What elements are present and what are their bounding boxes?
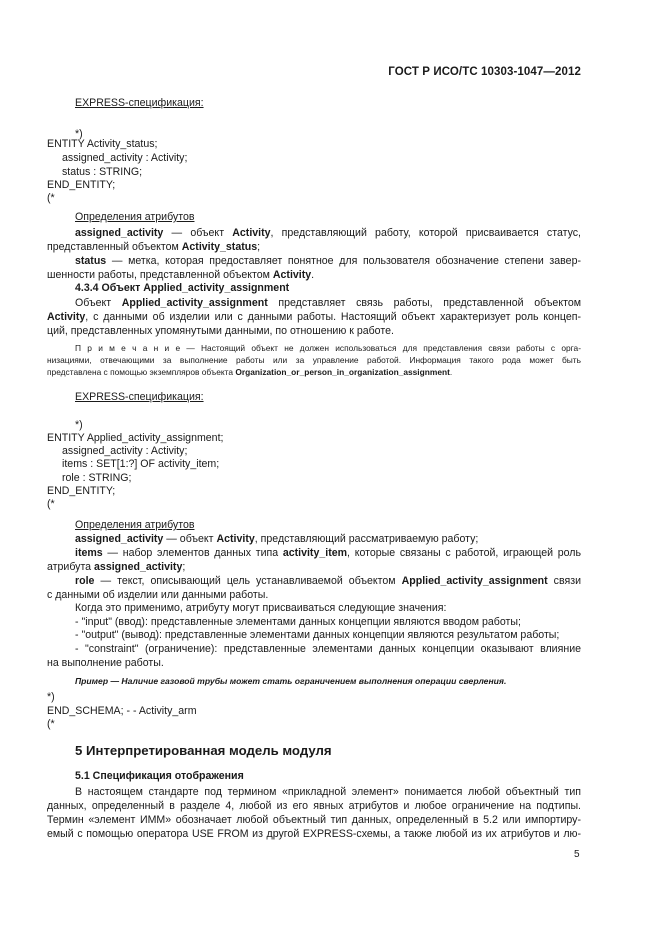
code-line: status : STRING; [62, 166, 143, 178]
express-spec-label: EXPRESS-спецификация: [75, 97, 204, 109]
section-4-3-4-p3: ций, представленных упомянутыми данными, по отношению к работе. [47, 325, 394, 337]
code-line: ENTITY Applied_activity_assignment; [47, 432, 224, 444]
section-4-3-4-p2: Activity, с данными об изделии или с данными работы. Настоящий объект характеризует роль концеп- [47, 311, 581, 323]
attr-def-assigned-activity: assigned_activity — объект Activity, представляющий работу, которой присваивается статус, [75, 227, 581, 239]
example-text: Пример — Наличие газовой трубы может стать ограничением выполнения операции сверления. [75, 676, 507, 686]
code-line: *) [75, 419, 83, 431]
code-line: *) [47, 691, 55, 703]
code-line: END_SCHEMA; - - Activity_arm [47, 705, 197, 717]
attr-def-status-cont: шенности работы, представленной объектом Activity. [47, 269, 315, 281]
code-line: items : SET[1:?] OF activity_item; [62, 458, 220, 470]
attr-def-items-cont: атрибута assigned_activity; [47, 561, 186, 573]
document-header-code: ГОСТ Р ИСО/ТС 10303-1047—2012 [388, 66, 581, 78]
section-5-1-heading: 5.1 Спецификация отображения [75, 770, 244, 782]
code-line: END_ENTITY; [47, 179, 116, 191]
attr-defs-label: Определения атрибутов [75, 211, 195, 223]
section-5-1-p: Термин «элемент ИММ» обозначает любой объектный тип данных, определенный в 5.2 или импортиру- [47, 814, 581, 826]
attr-def-status: status — метка, которая предоставляет понятное для пользователя обозначение степени завер- [75, 255, 581, 267]
note-line: низациями, отвечающими за выполнение работы или за управление работой. Информация такого рода может быть [47, 355, 581, 365]
value-item: - "constraint" (ограничение): представленные элементами данных концепции оказывают влияние [75, 643, 581, 655]
code-line: (* [47, 718, 55, 730]
value-item: - "input" (ввод): представленные элементами данных концепции являются вводом работы; [75, 616, 521, 628]
attr-defs-label: Определения атрибутов [75, 519, 195, 531]
section-5-1-p: В настоящем стандарте под термином «прикладной элемент» понимается любой объектный тип [75, 786, 581, 798]
code-line: role : STRING; [62, 472, 132, 484]
section-4-3-4-p1: Объект Applied_activity_assignment представляет связь работы, представленной объектом [75, 297, 581, 309]
page-number: 5 [574, 849, 580, 860]
section-4-3-4-heading: 4.3.4 Объект Applied_activity_assignment [75, 282, 290, 294]
note-line: представлена с помощью экземпляров объекта Organization_or_person_in_organization_assignment. [47, 367, 453, 377]
section-5-1-p: емый с помощью оператора USE FROM из другой EXPRESS-схемы, а также любой из их атрибутов и лю- [47, 828, 581, 840]
section-5-1-p: данных, определенный в разделе 4, любой из его явных атрибутов и любое ограничение на подтипы. [47, 800, 581, 812]
note-line: П р и м е ч а н и е — Настоящий объект не должен использоваться для представления связи работы с орга- [75, 343, 581, 353]
value-item: - "output" (вывод): представленные элементами данных концепции являются результатом работы; [75, 629, 560, 641]
code-line: *) [75, 128, 83, 140]
code-line: (* [47, 498, 55, 510]
code-line: ENTITY Activity_status; [47, 138, 158, 150]
code-line: assigned_activity : Activity; [62, 445, 188, 457]
code-line: (* [47, 192, 55, 204]
code-line: assigned_activity : Activity; [62, 152, 188, 164]
express-spec-label: EXPRESS-спецификация: [75, 391, 204, 403]
attr-def-assigned-activity-cont: представленный объектом Activity_status; [47, 241, 261, 253]
attr-def-role: role — текст, описывающий цель устанавливаемой объектом Applied_activity_assignment связи [75, 575, 581, 587]
value-item-cont: на выполнение работы. [47, 657, 164, 669]
attr-def-items: items — набор элементов данных типа activity_item, которые связаны с работой, играющей роль [75, 547, 581, 559]
attr-def-role-cont: с данными об изделии или данными работы. [47, 589, 269, 601]
section-5-heading: 5 Интерпретированная модель модуля [75, 743, 332, 758]
code-line: END_ENTITY; [47, 485, 116, 497]
values-intro: Когда это применимо, атрибуту могут присваиваться следующие значения: [75, 602, 447, 614]
attr-def-assigned-activity: assigned_activity — объект Activity, представляющий рассматриваемую работу; [75, 533, 479, 545]
